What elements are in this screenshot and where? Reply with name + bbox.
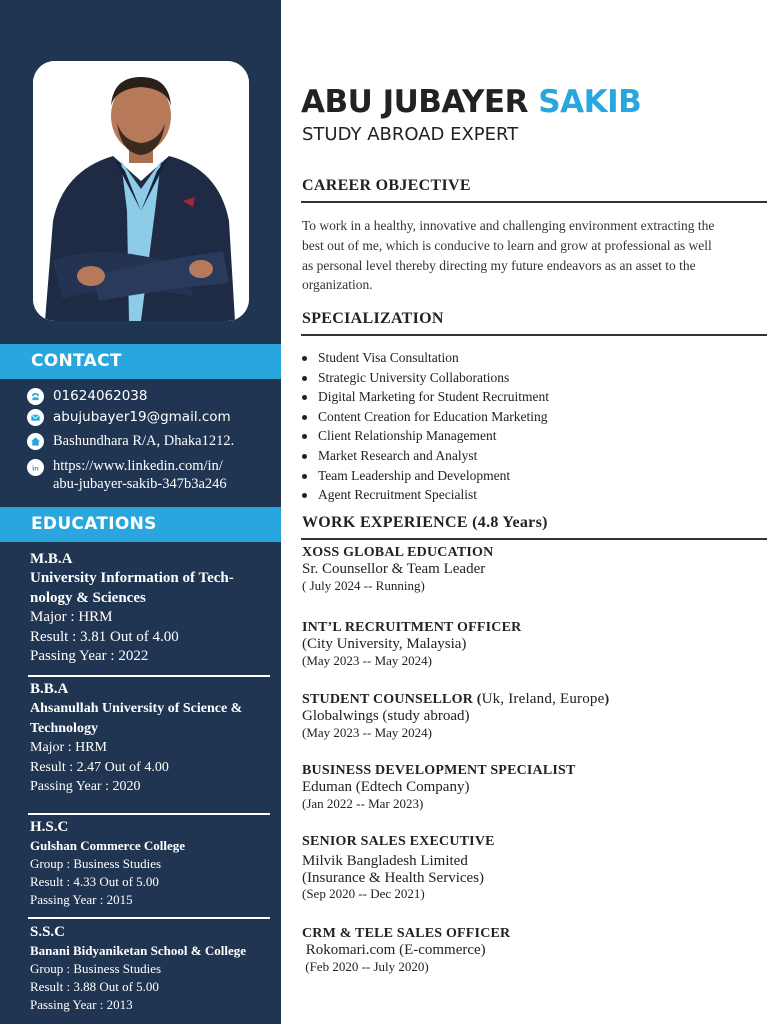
job-detail: Rokomari.com (E-commerce) <box>302 942 486 958</box>
profile-photo <box>33 61 249 321</box>
education-major: Major : HRM <box>30 609 113 625</box>
education-institution: Gulshan Commerce College <box>30 838 186 853</box>
job-entry <box>302 926 762 975</box>
specialization-list <box>302 348 549 505</box>
linkedin-url-line1: https://www.linkedin.com/in/ <box>53 458 223 474</box>
job-title <box>302 691 762 708</box>
name-first: ABU JUBAYER <box>301 84 528 120</box>
job-title-close: ) <box>604 692 610 707</box>
education-major: Major : HRM <box>30 740 107 755</box>
education-group: Group : Business Studies <box>30 961 162 976</box>
job-entry <box>302 763 762 812</box>
section-divider <box>301 201 767 203</box>
specialization-heading: SPECIALIZATION <box>302 310 444 327</box>
career-objective-heading: CAREER OBJECTIVE <box>302 177 471 194</box>
education-year: Passing Year : 2013 <box>30 997 133 1012</box>
list-item: Content Creation for Education Marketing <box>302 407 549 427</box>
education-divider <box>28 675 270 677</box>
job-detail: Globalwings (study abroad) <box>302 708 470 724</box>
job-title: XOSS GLOBAL EDUCATION <box>302 545 494 560</box>
education-result: Result : 3.88 Out of 5.00 <box>30 979 159 994</box>
sidebar <box>0 0 281 1024</box>
job-title: SENIOR SALES EXECUTIVE <box>302 834 495 849</box>
job-title: BUSINESS DEVELOPMENT SPECIALIST <box>302 763 576 778</box>
job-date: (Jan 2022 -- Mar 2023) <box>302 795 424 811</box>
education-divider <box>28 813 270 815</box>
contact-heading: CONTACT <box>31 351 122 371</box>
education-institution: University Information of Tech- <box>30 570 234 586</box>
objective-line: organization. <box>302 277 373 293</box>
list-item: Strategic University Collaborations <box>302 368 549 388</box>
objective-line: as personal level thereby directing my future endeavors as an asset to the <box>302 257 696 273</box>
career-objective-text <box>302 216 748 295</box>
contact-email <box>27 408 231 426</box>
education-group: Group : Business Studies <box>30 856 162 871</box>
education-degree: B.B.A <box>30 681 69 697</box>
education-divider <box>28 917 270 919</box>
list-item: Market Research and Analyst <box>302 446 549 466</box>
contact-address <box>27 432 234 450</box>
job-detail: (Insurance & Health Services) <box>302 869 485 886</box>
section-divider <box>301 538 767 540</box>
job-date: (Feb 2020 -- July 2020) <box>302 958 429 974</box>
education-year: Passing Year : 2020 <box>30 779 141 794</box>
job-detail: Milvik Bangladesh Limited <box>302 853 468 869</box>
education-result: Result : 3.81 Out of 4.00 <box>30 628 179 645</box>
list-item: Student Visa Consultation <box>302 348 549 368</box>
address-text: Bashundhara R/A, Dhaka1212. <box>53 433 235 449</box>
job-date: (May 2023 -- May 2024) <box>302 652 432 668</box>
job-entry <box>302 691 762 741</box>
name-last: SAKIB <box>538 84 642 120</box>
educations-heading: EDUCATIONS <box>31 514 157 534</box>
work-experience-heading: WORK EXPERIENCE (4.8 Years) <box>302 514 548 531</box>
contact-linkedin <box>27 457 227 493</box>
education-year: Passing Year : 2022 <box>30 648 149 664</box>
objective-line: To work in a healthy, innovative and challenging environment extracting the <box>302 218 715 233</box>
job-date: ( July 2024 -- Running) <box>302 577 425 593</box>
job-entry <box>302 545 762 594</box>
education-year: Passing Year : 2015 <box>30 892 133 907</box>
linkedin-icon <box>27 459 44 476</box>
education-institution: Banani Bidyaniketan School & College <box>30 943 246 958</box>
job-date: (May 2023 -- May 2024) <box>302 724 432 740</box>
job-detail: Sr. Counsellor & Team Leader <box>302 561 486 577</box>
list-item: Digital Marketing for Student Recruitment <box>302 387 549 407</box>
education-hsc <box>30 818 270 909</box>
job-title-region: Uk, Ireland, Europe <box>481 691 605 707</box>
objective-line: best out of me, which is conducive to learn and grow at professional as well <box>302 237 712 253</box>
section-divider <box>301 334 767 336</box>
list-item: Agent Recruitment Specialist <box>302 485 549 505</box>
contact-header <box>0 344 281 379</box>
education-institution: Ahsanullah University of Science & <box>30 701 243 716</box>
education-ssc <box>30 923 270 1014</box>
job-detail: Eduman (Edtech Company) <box>302 779 470 795</box>
job-entry <box>302 620 762 669</box>
education-degree: H.S.C <box>30 819 69 835</box>
job-title: CRM & TELE SALES OFFICER <box>302 926 511 941</box>
phone-icon <box>27 388 44 405</box>
education-degree: M.B.A <box>30 551 73 567</box>
svg-text:in: in <box>32 464 39 473</box>
job-title-main: STUDENT COUNSELLOR ( <box>302 692 482 707</box>
contact-phone <box>27 387 147 405</box>
education-result: Result : 2.47 Out of 4.00 <box>30 759 169 775</box>
education-degree: S.S.C <box>30 924 66 940</box>
full-name <box>301 84 641 120</box>
job-entry <box>302 834 762 902</box>
education-institution: Technology <box>30 720 98 736</box>
education-institution: nology & Sciences <box>30 589 146 606</box>
education-bba <box>30 680 270 797</box>
educations-header <box>0 507 281 542</box>
education-mba <box>30 550 270 667</box>
list-item: Team Leadership and Development <box>302 466 549 486</box>
email-icon <box>27 409 44 426</box>
job-date: (Sep 2020 -- Dec 2021) <box>302 886 425 901</box>
linkedin-url[interactable] <box>53 457 227 493</box>
linkedin-url-line2: abu-jubayer-sakib-347b3a246 <box>53 476 227 492</box>
job-role: STUDY ABROAD EXPERT <box>302 124 519 145</box>
job-detail: (City University, Malaysia) <box>302 636 467 652</box>
job-title: INT’L RECRUITMENT OFFICER <box>302 620 522 635</box>
email-address: abujubayer19@gmail.com <box>53 409 231 425</box>
education-result: Result : 4.33 Out of 5.00 <box>30 874 159 889</box>
home-icon <box>27 433 44 450</box>
phone-number: 01624062038 <box>53 388 148 404</box>
list-item: Client Relationship Management <box>302 426 549 446</box>
